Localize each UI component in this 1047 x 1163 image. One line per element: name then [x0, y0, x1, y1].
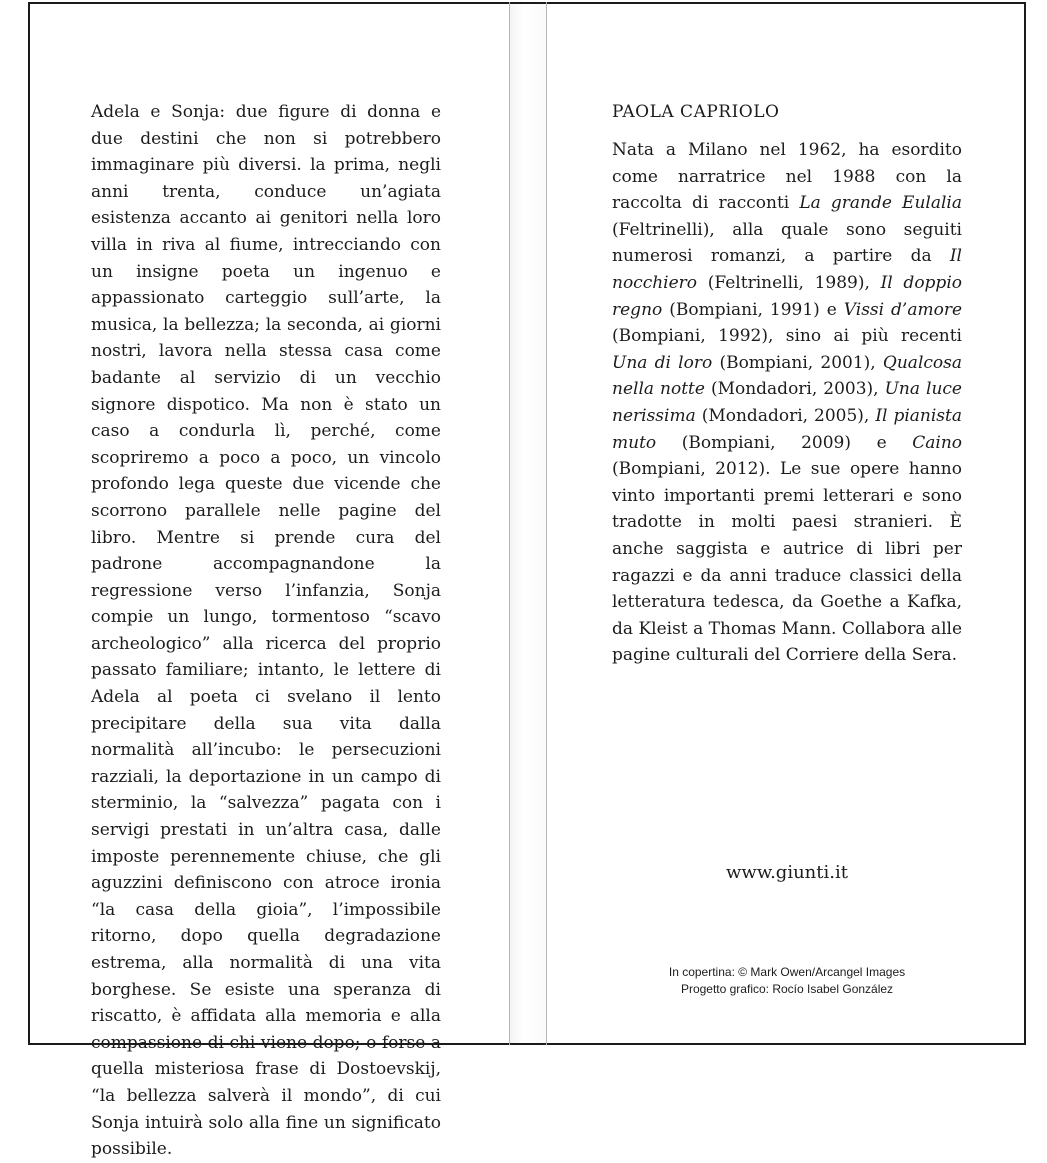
bio-text: (Mondadori, 2005), — [695, 405, 876, 426]
fold-line-right — [546, 2, 547, 1045]
bio-text: (Feltrinelli), alla quale sono seguiti numerosi romanzi, a partire da — [612, 219, 962, 267]
fold-spine — [510, 4, 546, 1043]
book-title: Una di loro — [612, 352, 713, 373]
publisher-website: www.giunti.it — [726, 862, 848, 883]
bio-text: Nata a Milano nel 1962, ha esordito come narratrice nel 1988 con la raccolta di racconti — [612, 140, 962, 214]
fold-line-left — [509, 2, 510, 1045]
book-title: La grande Eulalia — [799, 193, 962, 214]
book-title: Vissi d’amore — [843, 299, 963, 320]
bio-text: (Bompiani, 1991) e — [662, 299, 844, 320]
credits — [612, 964, 962, 998]
book-title: Una luce nerissima — [612, 379, 962, 426]
design-credit: Progetto grafico: Rocío Isabel González — [680, 982, 894, 996]
bio-text: (Feltrinelli, 1989), — [697, 272, 881, 293]
bio-text: (Mondadori, 2003), — [704, 379, 885, 400]
synopsis-text: Adela e Sonja: due figure di donna e due destini che non si potrebbero immaginare più diversi. la prima, negli anni trenta, conduce un’agiata esistenza accanto ai genitori nella loro villa in riva al fiume, intrecciando con un insigne poeta un ingenuo e appassionato carteggio sull’arte, la musica, la bellezza; la seconda, ai giorni nostri, lavora nella stessa casa come badante al servizio di un vecchio signore dispotico. Ma non è stato un caso a condurla lì, perché, come scopriremo a poco a poco, un vincolo profondo lega queste due vicende che scorrono parallele nelle pagine del libro. Mentre si prende cura del padrone accompagnandone la regressione verso l’infanzia, Sonja compie un lungo, tormentoso “scavo archeologico” alla ricerca del proprio passato familiare; intanto, le lettere di Adela al poeta ci svelano il lento precipitare della sua vita dalla normalità all’incubo: le persecuzioni razziali, la deportazione in un campo di sterminio, la “salvezza” pagata con i servigi prestati in un’altra casa, dalle imposte perennemente chiuse, che gli aguzzini definiscono con atroce ironia “la casa della gioia”, l’impossibile ritorno, dopo quella degradazione estrema, alla normalità di una vita borghese. Se esiste una speranza di riscatto, è affidata alla memoria e alla compassione di chi viene dopo; o forse a quella misteriosa frase di Dostoevskij, “la bellezza salverà il mondo”, di cui Sonja intuirà solo alla fine un significato possibile. — [91, 102, 441, 1160]
author-column — [612, 99, 962, 669]
book-title: Il doppio regno — [612, 272, 962, 320]
synopsis-column — [91, 99, 441, 1163]
bio-text: (Bompiani, 2009) e — [656, 432, 913, 453]
bio-text: (Bompiani, 2001), — [712, 352, 883, 373]
book-title: Il nocchiero — [612, 246, 962, 293]
bio-text: (Bompiani, 2012). Le sue opere hanno vinto importanti premi letterari e sono tradotte in molti paesi stranieri. È anche saggista e autrice di libri per ragazzi e da anni traduce classici della letteratura tedesca, da Goethe a Kafka, da Kleist a Thomas Mann. Collabora alle pagine culturali del Corriere della Sera. — [612, 459, 962, 666]
author-bio — [612, 137, 962, 669]
cover-credit: In copertina: © Mark Owen/Arcangel Images — [668, 965, 906, 979]
book-title: Caino — [912, 432, 962, 453]
author-name: PAOLA CAPRIOLO — [612, 102, 780, 122]
book-title: Qualcosa nella notte — [612, 352, 962, 400]
bio-text: (Bompiani, 1992), sino ai più recenti — [612, 326, 962, 347]
book-title: Il pianista muto — [612, 405, 962, 453]
